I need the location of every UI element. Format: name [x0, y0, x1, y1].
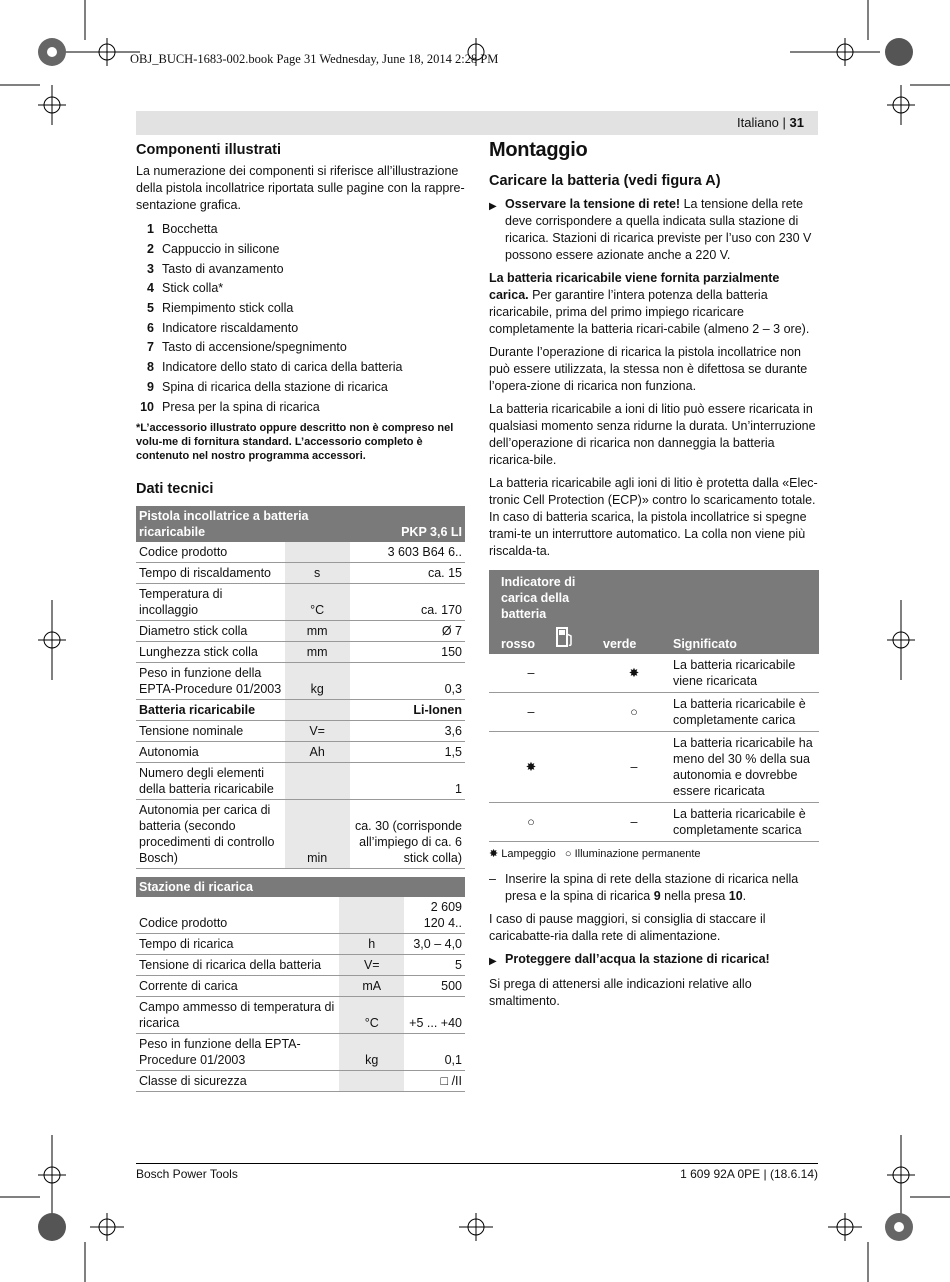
cell-value: 500 [404, 975, 465, 996]
part-number: 5 [147, 301, 154, 316]
cell-value: 2 609 120 4.. [404, 897, 465, 934]
cell-unit [285, 542, 350, 563]
cell-unit: s [285, 562, 350, 583]
part-list-item [136, 240, 466, 260]
accessory-note: *L’accessorio illustrato oppure descritto non è compreso nel volu-me di fornitura standard. L’accessorio completo è contenuto nel nostro programma accessori. [136, 421, 454, 462]
cell-label: Autonomia per carica di batteria (secondo procedimenti di controllo Bosch) [136, 799, 285, 868]
part-list-item [136, 259, 466, 279]
cell-label: Diametro stick colla [136, 620, 285, 641]
cell-value: 3,0 – 4,0 [404, 933, 465, 954]
table-header-row [136, 877, 465, 897]
cell-green: ○ [599, 693, 669, 732]
cell-value: 3,6 [350, 720, 465, 741]
col-green: verde [599, 624, 669, 654]
battery-type: Li-Ionen [350, 699, 465, 720]
cell-label: Autonomia [136, 741, 285, 762]
part-number: 8 [147, 360, 154, 375]
table-row [136, 641, 465, 662]
indicator-header: Indicatore di carica della batteria [489, 570, 599, 624]
part-number: 10 [140, 399, 154, 414]
part-list-item [136, 318, 466, 338]
subsection-title: Caricare la batteria (vedi figura A) [489, 173, 721, 189]
legend-permanent: ○ Illuminazione permanente [564, 848, 701, 860]
instruction-text: Inserire la spina di rete della stazione di ricarica nella presa e la spina di ricarica [505, 872, 799, 903]
part-number: 1 [147, 222, 154, 237]
col-red: rosso [489, 624, 551, 654]
part-label: Indicatore dello stato di carica della batteria [162, 360, 403, 375]
part-list-item [136, 338, 466, 358]
cell-value: ca. 30 (corrisponde all’impiego di ca. 6 stick colla) [350, 799, 465, 868]
cell-label: Lunghezza stick colla [136, 641, 285, 662]
cell-unit: V= [285, 720, 350, 741]
cell-red: – [489, 693, 599, 732]
cell-value: Ø 7 [350, 620, 465, 641]
paragraph-bold: La batteria ricaricabile viene fornita parzialmente carica. [489, 271, 780, 302]
cell-value: 1 [350, 762, 465, 799]
cell-label: Codice prodotto [136, 542, 285, 563]
part-list-item [136, 279, 466, 299]
triangle-bullet-icon: ▶ [489, 956, 497, 967]
cell-unit: °C [339, 996, 404, 1033]
bullet-bold-text: Osservare la tensione di rete! [505, 197, 681, 211]
table-row [136, 975, 465, 996]
cell-label: Campo ammesso di temperatura di ricarica [136, 996, 339, 1033]
tech-data-title: Dati tecnici [136, 480, 214, 497]
fuel-pump-icon [551, 624, 599, 654]
bullet-text: La tensione della rete deve corrispondere a quella indicata sulla stazione di ricarica. Stazioni di ricarica previste per l’uso con 230 V possono essere azionate anche a 220 V. [505, 197, 812, 262]
table-row [136, 1070, 465, 1091]
table-row [136, 799, 465, 868]
cell-value: ca. 170 [350, 583, 465, 620]
language-label: Italiano | [736, 115, 786, 130]
paragraph: I caso di pause maggiori, si consiglia di staccare il caricabatte-ria dalla rete di alimentazione. [489, 912, 766, 943]
charge-indicator-table [489, 570, 819, 842]
col-meaning: Significato [669, 624, 819, 654]
ref-number: 10 [728, 889, 743, 903]
cell-value: 0,1 [404, 1033, 465, 1070]
cell-unit [285, 762, 350, 799]
cell-green: – [599, 803, 669, 842]
footer-rule [136, 1163, 818, 1164]
cell-red: – [489, 654, 599, 693]
cell-unit: V= [339, 954, 404, 975]
footer-brand: Bosch Power Tools [136, 1167, 238, 1181]
cell-unit: mA [339, 975, 404, 996]
part-list-item [136, 299, 466, 319]
table-row [489, 693, 819, 732]
cell-unit: mm [285, 620, 350, 641]
part-label: Stick colla* [162, 281, 224, 296]
page-label [737, 115, 804, 130]
cell-red: ○ [489, 803, 599, 842]
cell-label: Numero degli elementi della batteria ricaricabile [136, 762, 285, 799]
paragraph: Durante l’operazione di ricarica la pistola incollatrice non può essere utilizzata, la stessa non è difettosa se durante l’opera-zione di ricarica non funziona. [489, 345, 808, 393]
paragraph: La batteria ricaricabile agli ioni di litio è protetta dalla «Elec-tronic Cell Protection (ECP)» contro lo scaricamento totale. In caso di batteria scarica, la pistola incollatrice si spegne trami-te un interruttore automatico. La colla non viene più riscalda-ta. [489, 476, 818, 558]
cell-value: 5 [404, 954, 465, 975]
table-header-label: Pistola incollatrice a batteria ricaricabile [136, 506, 350, 542]
table-row [136, 620, 465, 641]
paragraph: Si prega di attenersi alle indicazioni relative allo smaltimento. [489, 977, 752, 1008]
part-label: Spina di ricarica della stazione di ricarica [162, 379, 388, 394]
section-title: Montaggio [489, 139, 588, 161]
part-list-item [136, 220, 466, 240]
print-header: OBJ_BUCH-1683-002.book Page 31 Wednesday, June 18, 2014 2:28 PM [130, 52, 499, 66]
indicator-legend [489, 846, 819, 863]
components-intro: La numerazione dei componenti si riferisce all’illustrazione della pistola incollatrice riportata sulle pagine con la rappre-sentazione grafica. [136, 164, 465, 212]
table-header-row [489, 570, 819, 624]
part-number: 7 [147, 340, 154, 355]
cell-meaning: La batteria ricaricabile viene ricaricata [669, 654, 819, 693]
table-row [136, 933, 465, 954]
cell-green: – [599, 732, 669, 803]
cell-label: Tempo di riscaldamento [136, 562, 285, 583]
cell-value: +5 ... +40 [404, 996, 465, 1033]
table-row [136, 562, 465, 583]
bullet-bold-text: Proteggere dall’acqua la stazione di ricarica! [505, 952, 770, 966]
cell-unit: kg [339, 1033, 404, 1070]
table-row [489, 654, 819, 693]
cell-label: Tensione nominale [136, 720, 285, 741]
ref-number: 9 [653, 889, 661, 903]
table-row [489, 803, 819, 842]
paragraph: La batteria ricaricabile a ioni di litio può essere ricaricata in qualsiasi momento senza ridurne la durata. Un’interruzione dell’operazione di ricarica non danneggia la batteria ricarica-bile. [489, 402, 816, 467]
cell-label: Codice prodotto [136, 897, 339, 934]
cell-unit [339, 897, 404, 934]
cell-unit: min [285, 799, 350, 868]
part-label: Bocchetta [162, 222, 218, 237]
part-number: 3 [147, 261, 154, 276]
cell-meaning: La batteria ricaricabile è completamente carica [669, 693, 819, 732]
cell-value: 0,3 [350, 662, 465, 699]
table-row [136, 662, 465, 699]
cell-meaning: La batteria ricaricabile ha meno del 30 % della sua autonomia e dovrebbe essere ricaricata [669, 732, 819, 803]
right-column [489, 139, 819, 1016]
cell-unit: mm [285, 641, 350, 662]
part-label: Tasto di avanzamento [162, 261, 284, 276]
part-number: 9 [147, 379, 154, 394]
cell-value: □ /II [404, 1070, 465, 1091]
cell-unit [339, 1070, 404, 1091]
parts-list [136, 220, 466, 417]
part-label: Riempimento stick colla [162, 301, 294, 316]
footer-code: 1 609 92A 0PE | (18.6.14) [680, 1167, 818, 1181]
table-row [136, 954, 465, 975]
cell-value: 150 [350, 641, 465, 662]
part-number: 4 [147, 281, 154, 296]
cell-value: ca. 15 [350, 562, 465, 583]
table-header-row [489, 624, 819, 654]
paragraph [489, 270, 819, 338]
part-label: Indicatore riscaldamento [162, 320, 299, 335]
cell-label: Peso in funzione della EPTA-Procedure 01/2003 [136, 1033, 339, 1070]
cell-meaning: La batteria ricaricabile è completamente scarica [669, 803, 819, 842]
cell-unit: kg [285, 662, 350, 699]
part-label: Tasto di accensione/spegnimento [162, 340, 347, 355]
instruction-text: nella presa [660, 889, 729, 903]
warning-bullet [489, 951, 819, 970]
triangle-bullet-icon: ▶ [489, 201, 497, 212]
cell-label: Peso in funzione della EPTA-Procedure 01/2003 [136, 662, 285, 699]
table-header-model: PKP 3,6 LI [350, 506, 465, 542]
part-number: 6 [147, 320, 154, 335]
glue-gun-spec-table [136, 506, 465, 869]
table-row [136, 741, 465, 762]
battery-label: Batteria ricaricabile [136, 699, 285, 720]
cell-label: Tensione di ricarica della batteria [136, 954, 339, 975]
table-header-label: Stazione di ricarica [136, 877, 465, 897]
cell-value: 1,5 [350, 741, 465, 762]
cell-unit: °C [285, 583, 350, 620]
part-list-item [136, 397, 466, 417]
charger-spec-table [136, 877, 465, 1092]
part-list-item [136, 378, 466, 398]
part-number: 2 [147, 242, 154, 257]
paragraph-text: Per garantire l’intera potenza della batteria ricaricabile, prima del primo impiego ricaricare completamente la batteria ricari-cabile (almeno 2 – 3 ore). [489, 288, 810, 336]
table-row [136, 897, 465, 934]
table-row [136, 542, 465, 563]
part-list-item [136, 358, 466, 378]
cell-unit: Ah [285, 741, 350, 762]
instruction-text: . [742, 889, 747, 903]
page-header-bar [136, 111, 818, 135]
cell-label: Classe di sicurezza [136, 1070, 339, 1091]
cell-red: ✸ [489, 732, 599, 803]
table-row [136, 583, 465, 620]
cell-label: Tempo di ricarica [136, 933, 339, 954]
instruction-item: – Inserire la spina di rete della stazione di ricarica nella presa e la spina di ricarica 9 nella presa 10. [489, 872, 799, 903]
legend-blink: ✸ Lampeggio [489, 848, 556, 860]
left-column [136, 142, 466, 1092]
table-row [136, 996, 465, 1033]
table-row [136, 762, 465, 799]
cell-label: Temperatura di incollaggio [136, 583, 285, 620]
components-title: Componenti illustrati [136, 142, 281, 158]
part-label: Presa per la spina di ricarica [162, 399, 320, 414]
cell-value: 3 603 B64 6.. [350, 542, 465, 563]
table-row [489, 732, 819, 803]
page-number: 31 [789, 115, 804, 130]
cell-unit: h [339, 933, 404, 954]
part-label: Cappuccio in silicone [162, 242, 280, 257]
warning-bullet [489, 196, 819, 264]
battery-subheader-row [136, 699, 465, 720]
table-header-row [136, 506, 465, 542]
table-row [136, 720, 465, 741]
cell-green: ✸ [599, 654, 669, 693]
cell-label: Corrente di carica [136, 975, 339, 996]
table-row [136, 1033, 465, 1070]
